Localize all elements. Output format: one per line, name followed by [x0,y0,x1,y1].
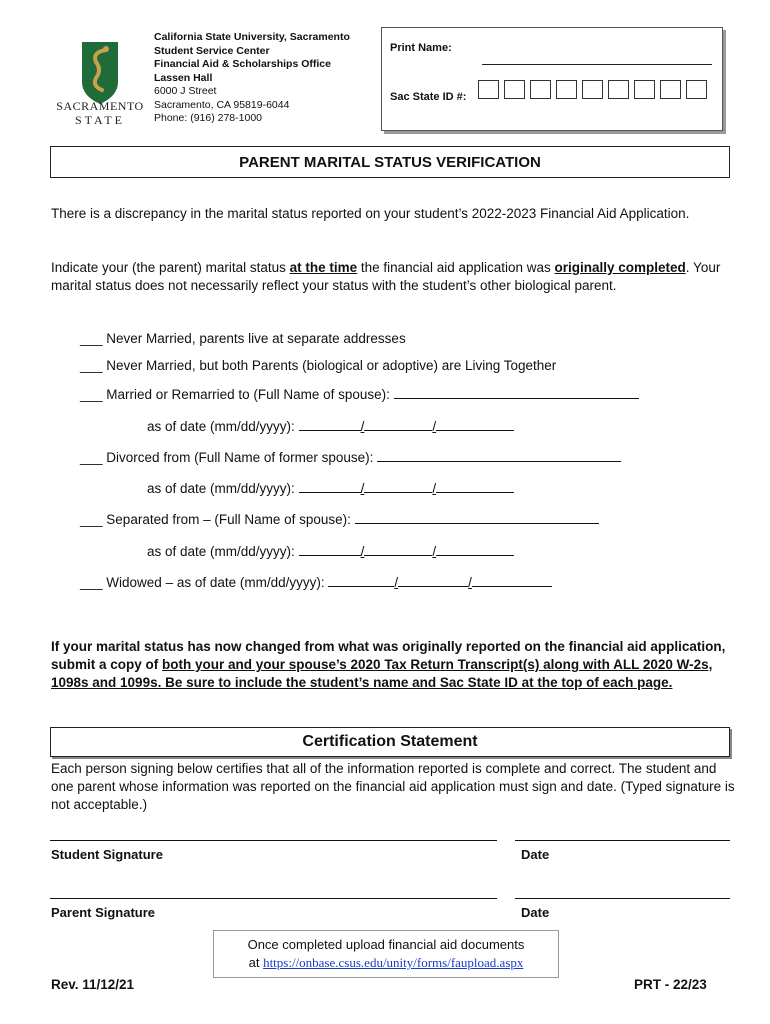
separated-date-row [147,543,514,561]
instructions-emphasis: both your and your spouse’s 2020 Tax Return Transcript(s) along with ALL 2020 W-2s, 1098s and 1099s. Be sure to include the student’s name and Sac State ID at the top of each page. [51,657,713,690]
date-day-field[interactable] [364,480,432,493]
date-slash: / [468,575,472,590]
id-digit-box[interactable] [686,80,707,99]
spouse-name-field[interactable] [394,386,639,399]
option-label: Widowed – as of date (mm/dd/yyyy): [106,575,325,590]
discrepancy-paragraph: There is a discrepancy in the marital status reported on your student’s 2022-2023 Financial Aid Application. [51,206,690,221]
indicate-emphasis: originally completed [554,260,686,275]
check-blank[interactable]: ___ [80,387,103,402]
sac-state-id-label: Sac State ID #: [390,91,467,103]
option-label: Never Married, parents live at separate addresses [106,331,406,346]
student-date-line[interactable] [515,840,730,841]
id-digit-box[interactable] [504,80,525,99]
certification-title: Certification Statement [50,727,730,757]
student-signature-label: Student Signature [51,847,163,862]
address-line: Phone: (916) 278-1000 [154,112,262,124]
id-digit-box[interactable] [660,80,681,99]
date-day-field[interactable] [364,543,432,556]
option-widowed[interactable] [80,574,552,592]
date-slash: / [432,419,437,434]
check-blank[interactable]: ___ [80,575,103,590]
divorced-date-row [147,480,514,498]
date-month-field[interactable] [328,574,394,587]
option-label: Never Married, but both Parents (biological or adoptive) are Living Together [106,358,557,373]
check-blank[interactable]: ___ [80,358,103,373]
upload-text: Once completed upload financial aid documents [247,937,525,952]
id-digit-box[interactable] [530,80,551,99]
option-never-married-separate[interactable] [80,330,406,348]
date-year-field[interactable] [472,574,552,587]
parent-signature-line[interactable] [50,898,497,899]
status-changed-instructions [51,638,731,692]
check-blank[interactable]: ___ [80,450,103,465]
address-line: Student Service Center [154,44,270,57]
id-digit-box[interactable] [478,80,499,99]
date-year-field[interactable] [436,480,514,493]
as-of-date-label: as of date (mm/dd/yyyy): [147,419,295,434]
date-slash: / [360,481,365,496]
student-date-label: Date [521,847,550,862]
address-line: Lassen Hall [154,71,213,84]
as-of-date-label: as of date (mm/dd/yyyy): [147,544,295,559]
upload-instructions-box [213,930,559,978]
indicate-text: . Your marital status does not necessarily reflect your status with the student’s other biological parent. [51,260,721,293]
office-address [154,31,350,126]
address-line: Sacramento, CA 95819-6044 [154,98,290,111]
print-name-field[interactable] [482,64,712,65]
check-blank[interactable]: ___ [80,512,103,527]
date-month-field[interactable] [299,418,361,431]
as-of-date-label: as of date (mm/dd/yyyy): [147,481,295,496]
id-digit-box[interactable] [608,80,629,99]
option-label: Married or Remarried to (Full Name of spouse): [106,387,390,402]
id-digit-box[interactable] [556,80,577,99]
id-digit-box[interactable] [634,80,655,99]
indicate-text: Indicate your (the parent) marital status [51,260,290,275]
parent-date-line[interactable] [515,898,730,899]
option-label: Separated from – (Full Name of spouse): [106,512,351,527]
date-year-field[interactable] [436,543,514,556]
married-date-row [147,418,514,436]
student-signature-line[interactable] [50,840,497,841]
separated-spouse-name-field[interactable] [355,511,599,524]
print-name-label: Print Name: [390,42,452,54]
parent-signature-label: Parent Signature [51,905,156,920]
parent-date-label: Date [521,905,550,920]
option-married[interactable] [80,386,639,404]
indicate-paragraph [51,259,731,295]
id-digit-box[interactable] [582,80,603,99]
logo-wordmark-line2: STATE [74,113,126,127]
revision-date: Rev. 11/12/21 [51,977,135,992]
form-title: PARENT MARITAL STATUS VERIFICATION [50,146,730,178]
former-spouse-name-field[interactable] [377,449,621,462]
upload-at: at [248,955,264,970]
date-day-field[interactable] [364,418,432,431]
sac-state-id-boxes [478,80,712,99]
option-separated[interactable] [80,511,599,529]
address-line: Financial Aid & Scholarships Office [154,58,331,70]
indicate-text: the financial aid application was [357,260,555,275]
date-slash: / [432,481,437,496]
option-never-married-together[interactable] [80,357,556,375]
option-label: Divorced from (Full Name of former spouse): [106,450,374,465]
check-blank[interactable]: ___ [80,331,103,346]
option-divorced[interactable] [80,449,621,467]
date-year-field[interactable] [436,418,514,431]
date-slash: / [394,575,399,590]
form-code: PRT - 22/23 [634,977,707,992]
address-line: 6000 J Street [154,85,217,97]
address-line: California State University, Sacramento [154,31,350,43]
date-slash: / [360,419,365,434]
date-slash: / [360,544,365,559]
indicate-emphasis: at the time [289,260,358,275]
logo-wordmark-line1: SACRAMENTO [56,99,144,113]
date-month-field[interactable] [299,543,361,556]
date-day-field[interactable] [398,574,468,587]
instructions-text: If your marital status has now changed from what was originally reported on the financial aid application, submit a copy of [51,639,726,672]
date-month-field[interactable] [299,480,361,493]
upload-link[interactable]: https://onbase.csus.edu/unity/forms/faupload.aspx [263,955,524,970]
certification-text: Each person signing below certifies that all of the information reported is complete and correct. The student and one parent whose information was reported on the financial aid application must sign and date. (Typed signature is not acceptable.) [51,761,735,812]
date-slash: / [432,544,437,559]
